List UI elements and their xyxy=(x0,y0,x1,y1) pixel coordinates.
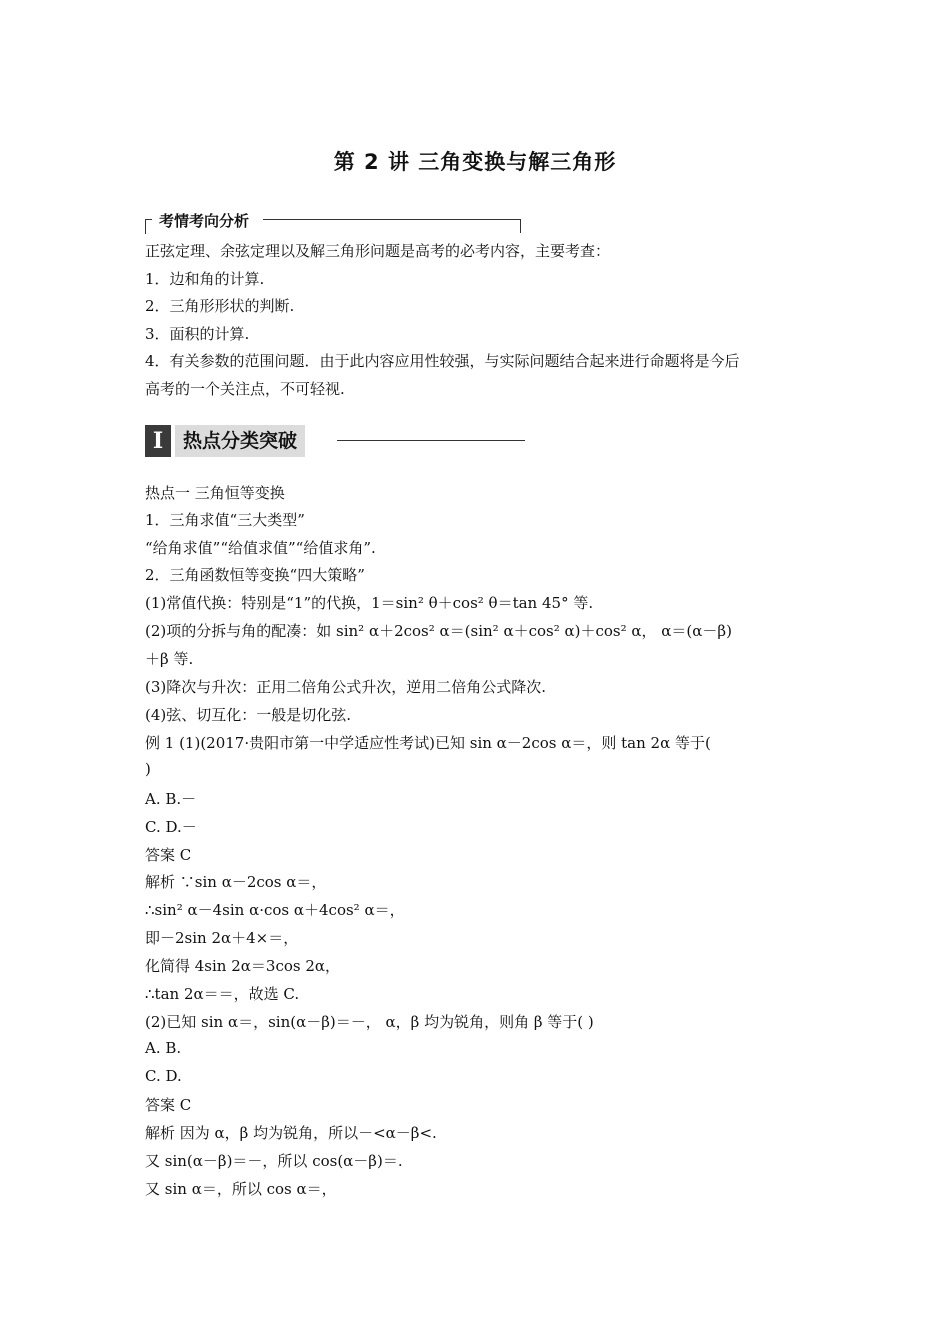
subheading: 热点一 三角恒等变换 xyxy=(145,484,285,502)
text-line: 1．边和角的计算. xyxy=(145,270,265,288)
example-line: 例 1 (1)(2017·贵阳市第一中学适应性考试)已知 sin α－2cos α＝，则 tan 2α 等于( xyxy=(145,734,711,752)
section-label: 考情考向分析 xyxy=(159,210,255,231)
option-line: C. D.－ xyxy=(145,818,197,836)
bracket-left xyxy=(145,219,152,234)
bracket-right xyxy=(520,219,521,233)
section-header-exam-analysis xyxy=(145,210,521,234)
option-line: A. B.－ xyxy=(145,790,197,808)
solution-line: ∴tan 2α＝＝，故选 C. xyxy=(145,985,300,1003)
text-line: 2．三角函数恒等变换“四大策略” xyxy=(145,566,365,584)
text-line: ) xyxy=(145,760,151,778)
text-line: (3)降次与升次：正用二倍角公式升次，逆用二倍角公式降次. xyxy=(145,678,547,696)
solution-line: 解析 因为 α，β 均为锐角，所以－<α－β<. xyxy=(145,1124,437,1142)
option-line: C. D. xyxy=(145,1067,182,1085)
header-rule xyxy=(263,219,521,220)
answer-line: 答案 C xyxy=(145,1096,192,1114)
example-line: (2)已知 sin α＝，sin(α－β)＝－， α，β 均为锐角，则角 β 等于( ) xyxy=(145,1013,594,1031)
banner-rule xyxy=(337,440,525,441)
text-line: 高考的一个关注点，不可轻视. xyxy=(145,380,345,398)
text-line: “给角求值”“给值求值”“给值求角”. xyxy=(145,539,376,557)
text-line: (4)弦、切互化：一般是切化弦. xyxy=(145,706,352,724)
solution-line: 化简得 4sin 2α＝3cos 2α， xyxy=(145,957,341,975)
text-line: 3．面积的计算. xyxy=(145,325,250,343)
text-line: 2．三角形形状的判断. xyxy=(145,297,295,315)
solution-line: 即－2sin 2α＋4×＝， xyxy=(145,929,299,947)
solution-line: 又 sin(α－β)＝－，所以 cos(α－β)＝. xyxy=(145,1152,403,1170)
section-banner-label: 热点分类突破 xyxy=(175,425,305,457)
solution-line: ∴sin² α－4sin α·cos α＋4cos² α＝， xyxy=(145,901,405,919)
solution-line: 解析 ∵sin α－2cos α＝， xyxy=(145,873,327,891)
page-title: 第 2 讲 三角变换与解三角形 xyxy=(333,150,617,174)
section-banner-hotspots xyxy=(145,425,525,457)
text-line: (1)常值代换：特别是“1”的代换，1＝sin² θ＋cos² θ＝tan 45° 等. xyxy=(145,594,594,612)
text-line: (2)项的分拆与角的配凑：如 sin² α＋2cos² α＝(sin² α＋cos² α)＋cos² α， α＝(α－β) xyxy=(145,622,732,640)
text-line: 1．三角求值“三大类型” xyxy=(145,511,305,529)
solution-line: 又 sin α＝，所以 cos α＝， xyxy=(145,1180,337,1198)
option-line: A. B. xyxy=(145,1039,182,1057)
answer-line: 答案 C xyxy=(145,846,192,864)
section-number: I xyxy=(145,425,171,457)
text-line: 正弦定理、余弦定理以及解三角形问题是高考的必考内容，主要考查： xyxy=(145,242,611,260)
text-line: ＋β 等. xyxy=(145,650,194,668)
text-line: 4．有关参数的范围问题．由于此内容应用性较强，与实际问题结合起来进行命题将是今后 xyxy=(145,352,740,370)
